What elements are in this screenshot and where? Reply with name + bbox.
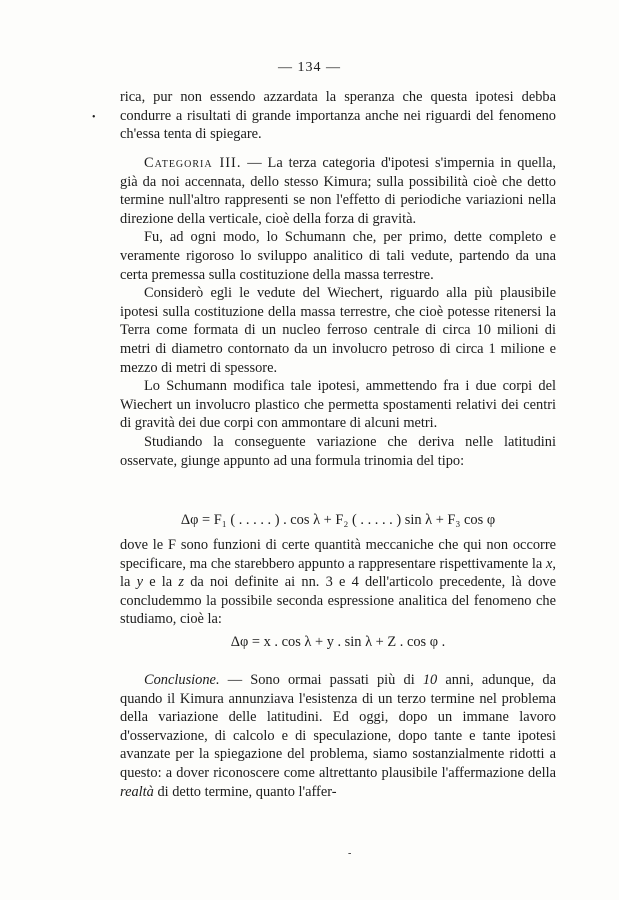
formula-trinomial: Δφ = F₁ ( . . . . . ) . cos λ + F₂ ( . . . . . ) sin λ + F₃ cos φ [180,512,496,528]
page-number: — 134 — [278,60,341,75]
margin-mark: • [92,112,96,123]
realta-word: realtà [120,783,154,800]
paragraph-2-body: — La terza categoria d'ipotesi s'impernia in quella, già da noi accennata, dello stesso Kimura; sulla possibilità cioè che detto termine null'altro rappresenti se non l'effetto di periodiche variazioni nella direzione della verticale, cioè della forza di gravità. [120,155,557,227]
var-x: x [546,555,553,572]
paragraph-7 [120,536,556,629]
paragraph-8-text-b: anni, adunque, da quando il Kimura annunziava l'esistenza di un terzo termine nel problema della variazione delle latitudini. Ed oggi, dopo un immane lavoro d'osservazione, di calcolo e di speculazione, dopo tante e tante ipotesi avanzate per la spiegazione del problema, siamo sostanzialmente ridotti a questo: a dover riconoscere come altrettanto plausibile l'affermazione della [120,672,556,781]
paragraph-2 [120,154,556,228]
years-number: 10 [422,672,438,688]
section-heading: Categoria III. [144,155,242,171]
paragraph-8 [120,671,556,801]
section-conclusione [120,671,556,801]
paragraph-continuation [120,88,556,144]
paragraph-6: Studiando la conseguente variazione che deriva nelle latitudini osservate, giunge appunto ad una formula trinomia del tipo: [120,433,556,469]
paragraph-3: Fu, ad ogni modo, lo Schumann che, per primo, dette completo e veramente rigoroso lo sviluppo analitico di tali vedute, partendo da una certa premessa sulla costituzione della massa terrestre. [120,229,556,283]
paragraph-7-text-c: e la [143,574,179,591]
paragraph-7-text-b: , la [120,555,556,591]
conclusion-heading: Conclusione. [144,672,220,688]
var-z: z [178,574,185,591]
bottom-mark: - [348,848,352,859]
section-categoria-iii [120,154,556,470]
paragraph-8-text-c: di detto termine, quanto l'affer- [153,783,337,800]
paragraph-1: rica, pur non essendo azzardata la speranza che questa ipotesi debba condurre a risultati di grande importanza anche nei riguardi del fenomeno ch'essa tenta di spiegare. [120,89,556,143]
paragraph-5: Lo Schumann modifica tale ipotesi, ammettendo fra i due corpi del Wiechert un involucro plastico che permetta spostamenti relativi dei centri di gravità dei due corpi con ammontare di alcuni metri. [120,378,556,432]
paragraph-7-text-a: dove le F sono funzioni di certe quantità meccaniche che qui non occorre specificare, ma che starebbero appunto a rappresentare rispettivamente la [120,537,556,572]
paragraph-4: Considerò egli le vedute del Wiechert, riguardo alla più plausibile ipotesi sulla costituzione della massa terrestre, che cioè potesse ritenersi la Terra come formata di un nucleo ferroso centrale di circa 10 milioni di metri di diametro contornato da un involucro petroso di circa 1 milione e mezzo di metri di spessore. [120,285,556,376]
paragraph-7-block [120,536,556,629]
paragraph-7-text-d: da noi definite ai nn. 3 e 4 dell'articolo precedente, là dove concludemmo la possibile seconda espressione analitica del fenomeno che studiamo, cioè la: [120,574,557,628]
var-y: y [136,574,143,591]
paragraph-8-text-a: — Sono ormai passati più di [219,672,423,688]
formula-second-expression: Δφ = x . cos λ + y . sin λ + Z . cos φ . [230,634,446,650]
